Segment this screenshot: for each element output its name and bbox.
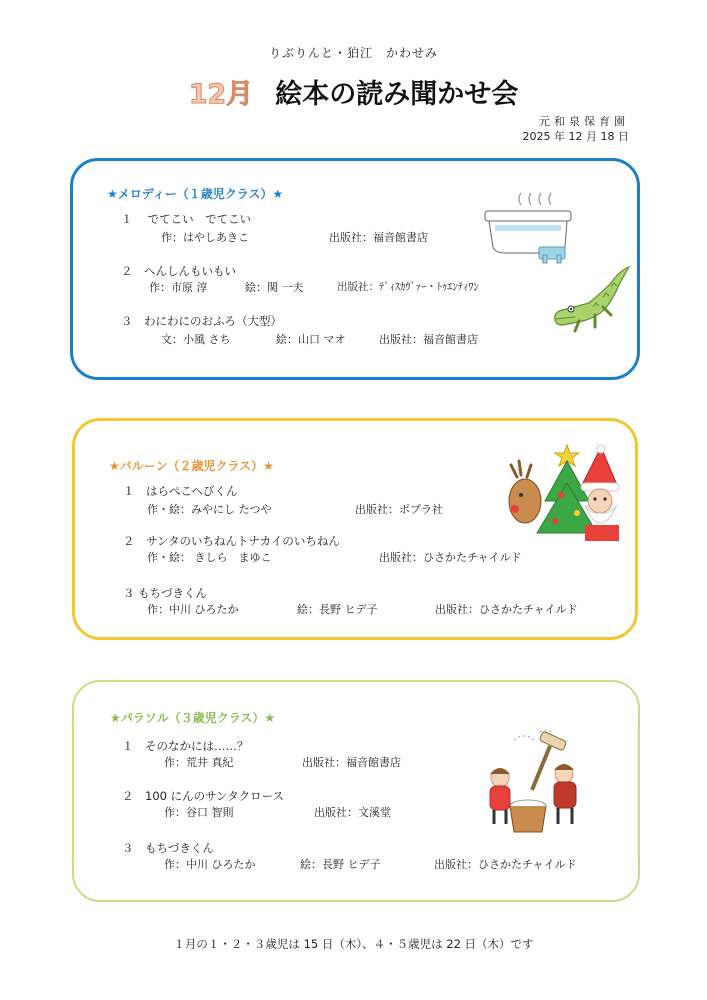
book-author: 作・絵： きしら まゆこ <box>147 551 272 564</box>
book-author: 作：中川 ひろたか <box>164 858 256 871</box>
book-author: 作：市原 淳 <box>149 281 208 294</box>
title-main: 絵本の読み聞かせ会 <box>275 79 519 110</box>
book-publisher: 出版社：福音館書店 <box>329 231 428 244</box>
book-author: 作：荒井 真紀 <box>164 756 234 769</box>
book-title: ３ もちづきくん <box>122 841 214 855</box>
book-title: ２ 100 にんのサンタクロース <box>122 789 284 803</box>
book-author: 作：中川 ひろたか <box>147 603 239 616</box>
book-author: 作・絵：みやにし たつや <box>147 503 272 516</box>
book-publisher: 出版社：ひさかたチャイルド <box>434 858 577 871</box>
book-illustrator: 絵：山口 マオ <box>276 333 346 346</box>
book-title: ３ もちづきくん <box>123 586 208 600</box>
book-publisher: 出版社：ポプラ社 <box>355 503 443 516</box>
book-title: １ そのなかには……？ <box>122 739 249 753</box>
section-title-parasol: ★パラソル（３歳児クラス）★ <box>110 711 276 725</box>
section-balloon <box>72 418 638 640</box>
book-publisher: 出版社：ﾃﾞｨｽｶｳﾞｧｰ・ﾄｩｴﾝﾃｨﾜﾝ <box>337 281 479 293</box>
section-title-balloon: ★バルーン（２歳児クラス）★ <box>109 459 274 473</box>
book-title: １ でてこい でてこい <box>121 212 252 226</box>
next-session-note: １月の１・２・３歳児は 15 日（木）、４・５歳児は 22 日（木）です <box>173 937 534 951</box>
book-title: ２ サンタのいちねんトナカイのいちねん <box>123 534 340 548</box>
book-author: 文：小風 さち <box>161 333 231 346</box>
section-parasol <box>72 680 640 902</box>
book-publisher: 出版社：ひさかたチャイルド <box>379 551 522 564</box>
bathtub-illustration <box>481 191 581 265</box>
book-author: 作：はやしあきこ <box>161 231 249 244</box>
issue-date: 2025 年 12 月 18 日 <box>522 130 629 143</box>
book-publisher: 出版社：ひさかたチャイルド <box>435 603 578 616</box>
organizer-subtitle: りぶりんと・狛江 かわせみ <box>268 46 438 60</box>
crocodile-illustration <box>549 263 633 333</box>
school-name: 元和泉保育園 <box>539 115 629 128</box>
book-title: ３ わにわにのおふろ（大型） <box>121 314 282 328</box>
title-month: 12月 <box>188 79 254 110</box>
book-illustrator: 絵：長野 ヒデ子 <box>297 603 378 616</box>
book-title: ２ へんしんもいもい <box>121 264 236 278</box>
section-melody <box>70 158 640 380</box>
book-illustrator: 絵：関 一夫 <box>245 281 304 294</box>
page-title <box>0 72 707 111</box>
section-title-melody: ★メロディー（１歳児クラス）★ <box>107 187 284 201</box>
book-illustrator: 絵：長野 ヒデ子 <box>300 858 381 871</box>
book-publisher: 出版社：福音館書店 <box>302 756 401 769</box>
book-author: 作：谷口 智則 <box>164 806 234 819</box>
book-publisher: 出版社：文溪堂 <box>314 806 391 819</box>
book-publisher: 出版社：福音館書店 <box>379 333 478 346</box>
christmas-illustration <box>505 443 625 543</box>
mochitsuki-illustration <box>484 728 584 838</box>
book-title: １ はらぺこへびくん <box>123 484 238 498</box>
